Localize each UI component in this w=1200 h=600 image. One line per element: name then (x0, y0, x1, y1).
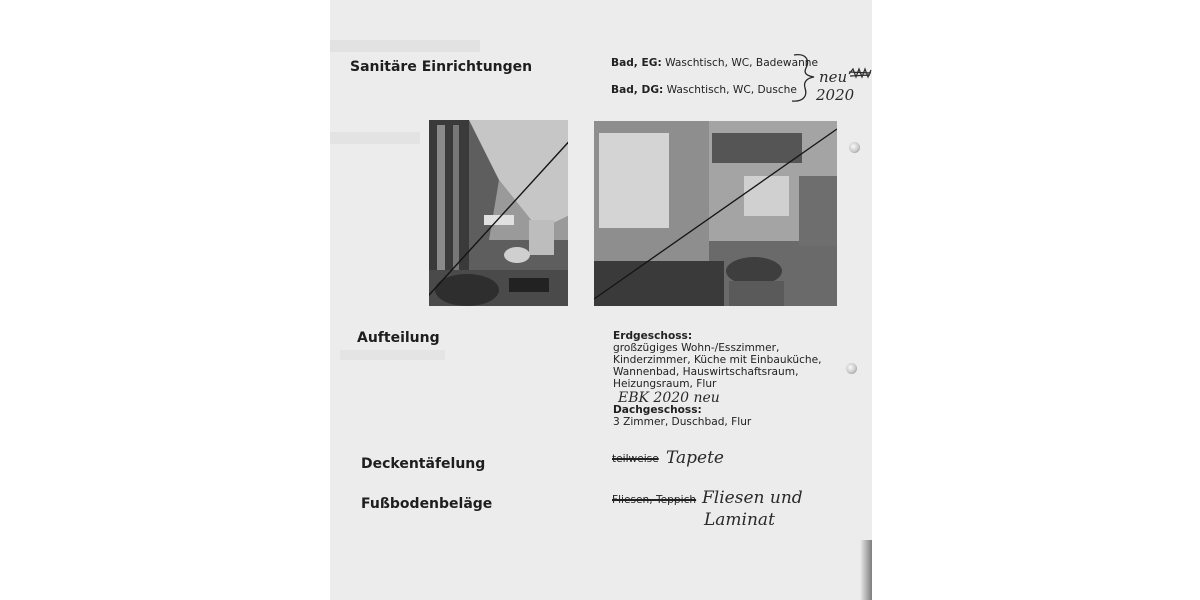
bathroom-photo-eg (429, 120, 568, 306)
sanitaer-line-eg-text: Waschtisch, WC, Badewanne (665, 57, 819, 69)
page-shadow (860, 540, 872, 600)
section-heading-aufteilung: Aufteilung (357, 330, 440, 346)
erdgeschoss-line: Heizungsraum, Flur (613, 378, 717, 390)
sanitaer-line-eg-label: Bad, EG: (611, 57, 662, 69)
show-through-text (330, 132, 420, 144)
document-page (330, 0, 872, 600)
bathroom-photo-dg (594, 121, 837, 306)
erdgeschoss-line: Kinderzimmer, Küche mit Einbauküche, (613, 354, 822, 366)
dachgeschoss-text: 3 Zimmer, Duschbad, Flur (613, 416, 752, 428)
handwritten-boden-line2: Laminat (704, 510, 775, 530)
handwritten-decke: Tapete (666, 448, 724, 468)
boden-struck-text: Fliesen, Teppich (612, 494, 697, 506)
punch-hole (849, 142, 860, 153)
section-heading-decke: Deckentäfelung (361, 456, 486, 472)
sanitaer-line-dg-text: Waschtisch, WC, Dusche (666, 84, 797, 96)
erdgeschoss-label-text: Erdgeschoss: (613, 330, 693, 342)
handwritten-note-2020: 2020 (816, 86, 855, 104)
section-heading-sanitaer: Sanitäre Einrichtungen (350, 59, 533, 75)
sanitaer-line-eg (611, 57, 818, 70)
handwritten-scribble (848, 64, 872, 76)
dachgeschoss-label (613, 404, 702, 417)
punch-hole (846, 363, 857, 374)
erdgeschoss-line: großzügiges Wohn-/Esszimmer, (613, 342, 780, 354)
show-through-text (340, 350, 445, 360)
show-through-text (330, 40, 480, 52)
handwritten-boden-line1: Fliesen und (702, 488, 803, 508)
sanitaer-line-dg (611, 84, 797, 97)
dachgeschoss-label-text: Dachgeschoss: (613, 404, 702, 416)
section-heading-boden: Fußbodenbeläge (361, 496, 493, 512)
sanitaer-line-dg-label: Bad, DG: (611, 84, 664, 96)
erdgeschoss-line: Wannenbad, Hauswirtschaftsraum, (613, 366, 799, 378)
erdgeschoss-label (613, 330, 692, 343)
handwritten-note-neu: neu (819, 68, 848, 86)
decke-struck-text: teilweise (612, 453, 659, 465)
handwritten-note-ebk: EBK 2020 neu (618, 390, 720, 406)
